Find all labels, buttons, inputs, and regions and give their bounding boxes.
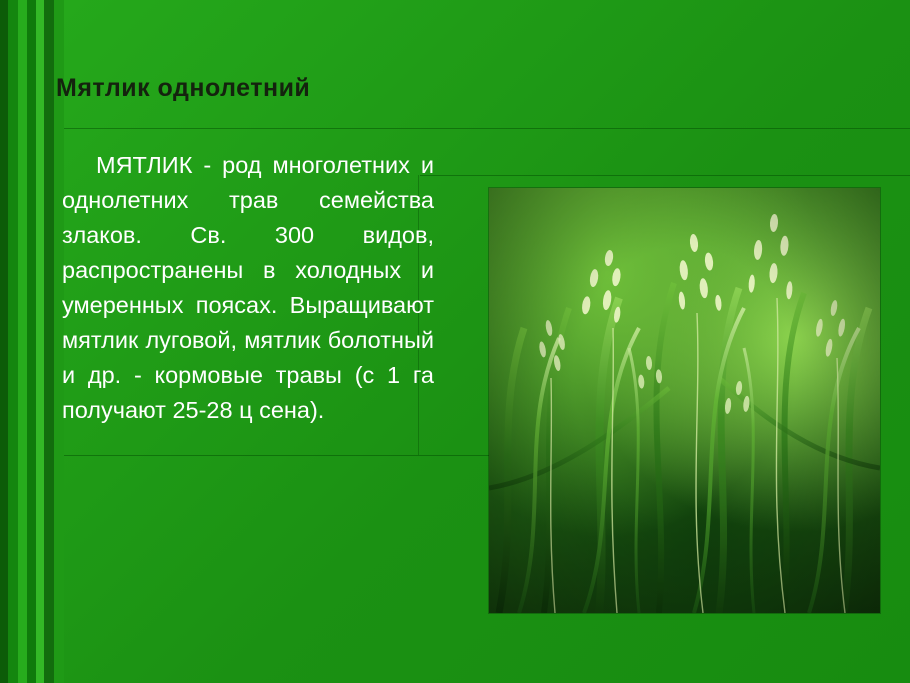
grass-photo: [489, 188, 880, 613]
divider-line-right: [420, 175, 910, 176]
decorative-stripes: [0, 0, 64, 683]
body-text: МЯТЛИК - род многолетних и однолетних трав семейства злаков. Св. 300 видов, распространены в холодных и умеренных поясах. Выращивают мятлик луговой, мятлик болотный и др. - кормовые травы (с 1 га получают 25-28 ц сена).: [62, 152, 434, 423]
photo-vignette: [489, 188, 880, 613]
divider-line-top: [64, 128, 910, 129]
page-title: Мятлик однолетний: [56, 74, 311, 102]
